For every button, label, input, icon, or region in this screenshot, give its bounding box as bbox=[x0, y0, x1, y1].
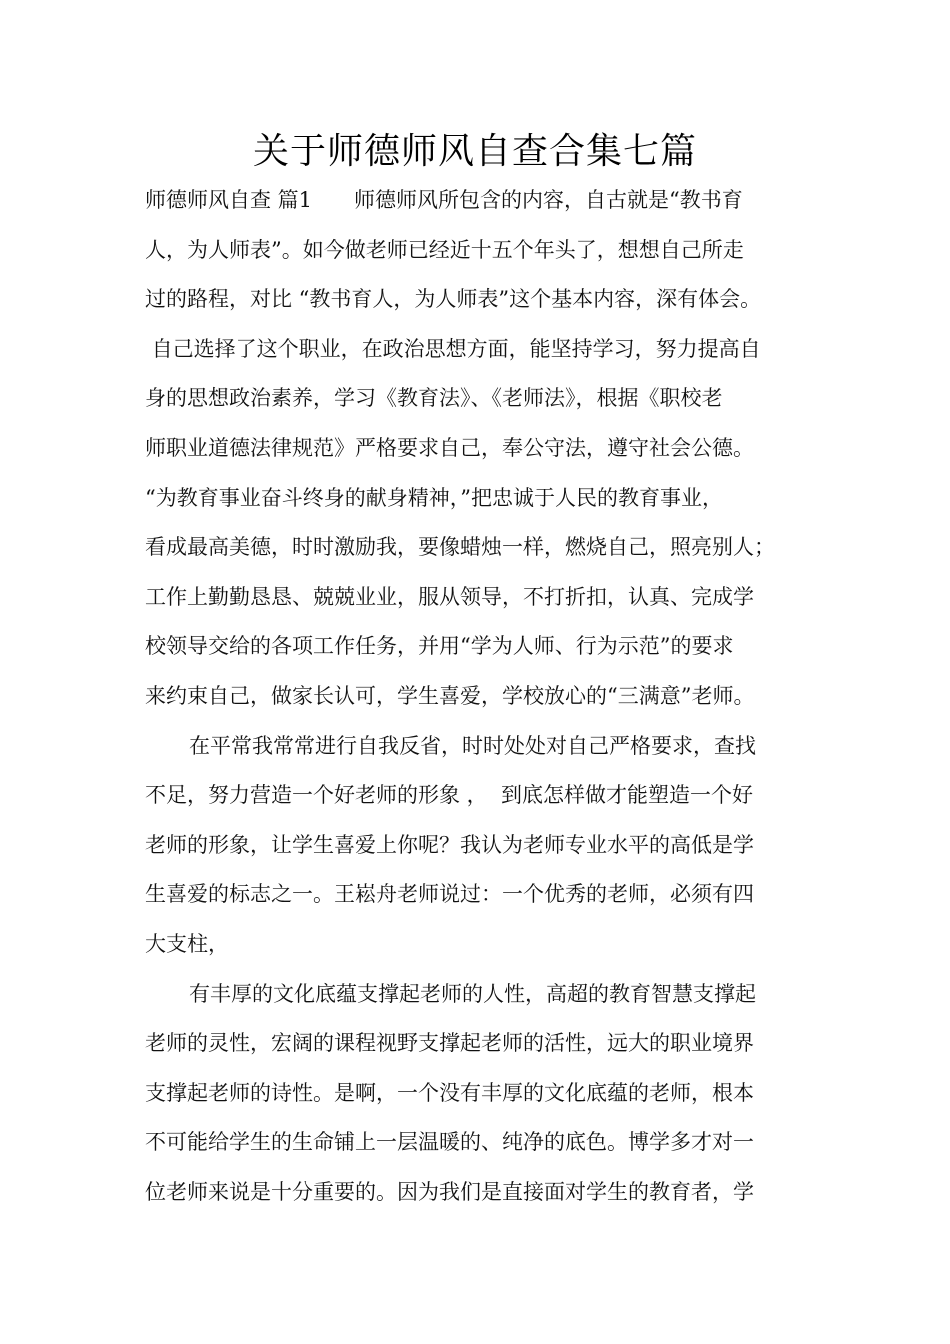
text-line: 大支柱， bbox=[145, 931, 229, 956]
text-line: 师职业道德法律规范》严格要求自己，奉公守法，遵守社会公德。 bbox=[145, 435, 754, 460]
text-line: 位老师来说是十分重要的。因为我们是直接面对学生的教育者，学 bbox=[145, 1179, 754, 1204]
text-line: 校领导交给的各项工作任务，并用“学为人师、行为示范”的要求 bbox=[145, 634, 734, 659]
text-line: 来约束自己，做家长认可，学生喜爱，学校放心的“三满意”老师。 bbox=[145, 683, 755, 708]
document-body bbox=[145, 176, 835, 1217]
text-line: 老师的形象，让学生喜爱上你呢？我认为老师专业水平的高低是学 bbox=[145, 832, 754, 857]
text-line: 支撑起老师的诗性。是啊，一个没有丰厚的文化底蕴的老师，根本 bbox=[145, 1080, 754, 1105]
paragraph-start-line: 在平常我常常进行自我反省，时时处处对自己严格要求，查找 bbox=[189, 733, 756, 758]
document-title: 关于师德师风自查合集七篇 bbox=[252, 131, 697, 172]
text-line: 不足，努力营造一个好老师的形象 ， 到底怎样做才能塑造一个好 bbox=[145, 783, 754, 808]
text-line: 看成最高美德，时时激励我，要像蜡烛一样，燃烧自己，照亮别人； bbox=[145, 535, 775, 560]
text-line: 师德师风自查 篇1 师德师风所包含的内容，自古就是“教书育 bbox=[145, 188, 743, 212]
text-line: 生喜爱的标志之一。王崧舟老师说过：一个优秀的老师，必须有四 bbox=[145, 882, 754, 907]
text-line: “为教育事业奋斗终身的献身精神，”把忠诚于人民的教育事业， bbox=[145, 485, 723, 510]
text-line: 身的思想政治素养，学习《教育法》、《老师法》，根据《职校老 bbox=[145, 386, 723, 411]
text-line: 人，为人师表”。如今做老师已经近十五个年头了，想想自己所走 bbox=[145, 237, 744, 262]
text-line: 不可能给学生的生命铺上一层温暖的、纯净的底色。博学多才对一 bbox=[145, 1130, 754, 1155]
text-line: 老师的灵性，宏阔的课程视野支撑起老师的活性，远大的职业境界 bbox=[145, 1031, 754, 1056]
paragraph-start-line: 有丰厚的文化底蕴支撑起老师的人性，高超的教育智慧支撑起 bbox=[189, 981, 756, 1006]
text-line: 过的路程，对比 “教书育人，为人师表”这个基本内容，深有体会。 bbox=[145, 287, 762, 312]
text-line: 工作上勤勤恳恳、兢兢业业，服从领导，不打折扣，认真、完成学 bbox=[145, 584, 754, 609]
text-line: 自己选择了这个职业，在政治思想方面，能坚持学习，努力提高自 bbox=[145, 336, 761, 361]
